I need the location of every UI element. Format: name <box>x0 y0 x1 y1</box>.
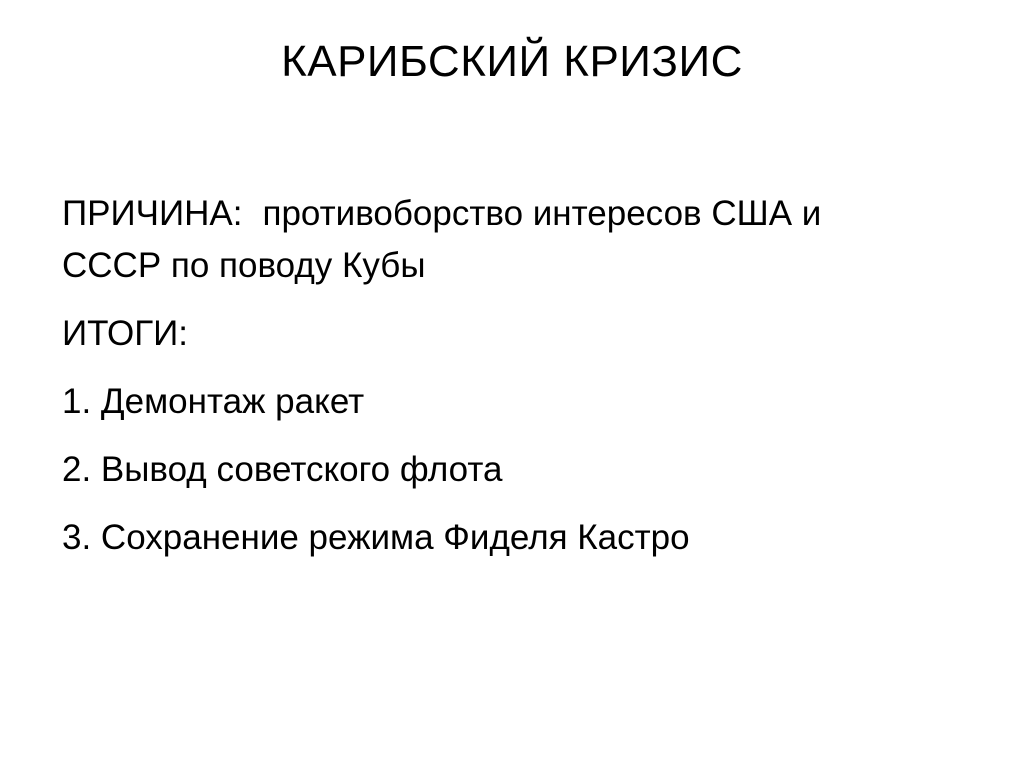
result-item-3: 3. Сохранение режима Фиделя Кастро <box>62 518 690 557</box>
result-item-2: 2. Вывод советского флота <box>62 450 503 489</box>
slide-body <box>62 188 962 580</box>
slide-title: КАРИБСКИЙ КРИЗИС <box>281 37 743 86</box>
cause-label: ПРИЧИНА: <box>62 194 243 233</box>
cause-text-line2: СССР по поводу Кубы <box>62 246 426 285</box>
cause-paragraph <box>62 188 962 292</box>
results-label: ИТОГИ: <box>62 314 189 353</box>
cause-text-line1: противоборство интересов США и <box>262 194 822 233</box>
result-item-1: 1. Демонтаж ракет <box>62 382 365 421</box>
